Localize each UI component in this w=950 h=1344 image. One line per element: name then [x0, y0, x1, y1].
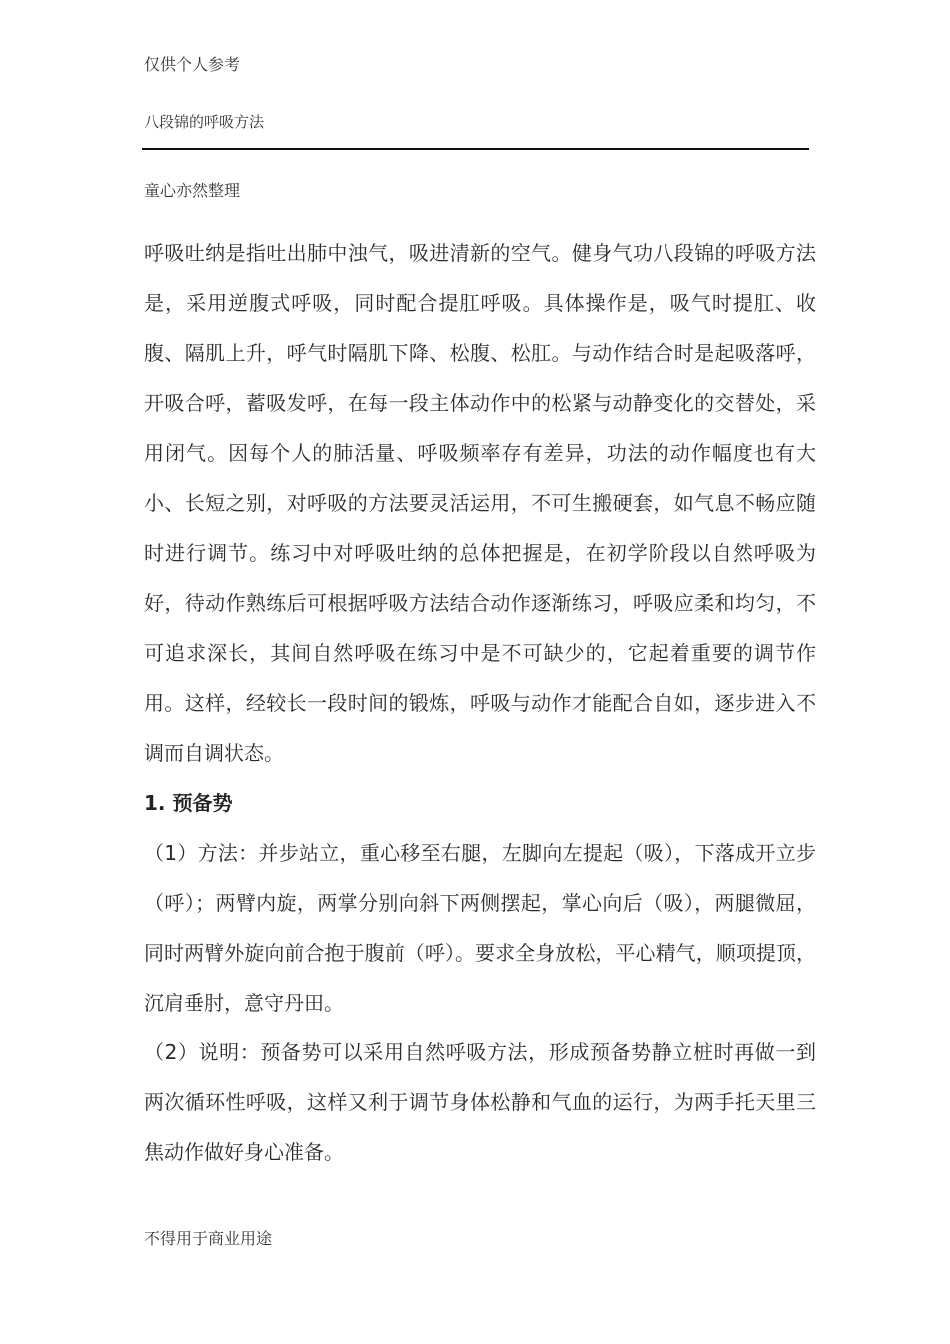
intro-paragraph: 呼吸吐纳是指吐出肺中浊气，吸进清新的空气。健身气功八段锦的呼吸方法是，采用逆腹式呼吸，同时配合提肛呼吸。具体操作是，吸气时提肛、收腹、隔肌上升，呼气时隔肌下降、松腹、松肛。与动作结合时是起吸落呼，开吸合呼，蓄吸发呼，在每一段主体动作中的松紧与动静变化的交替处，采用闭气。因每个人的肺活量、呼吸频率存有差异，功法的动作幅度也有大小、长短之别，对呼吸的方法要灵活运用，不可生搬硬套，如气息不畅应随时进行调节。练习中对呼吸吐纳的总体把握是，在初学阶段以自然呼吸为好，待动作熟练后可根据呼吸方法结合动作逐渐练习，呼吸应柔和均匀，不可追求深长，其间自然呼吸在练习中是不可缺少的，它起着重要的调节作用。这样，经较长一段时间的锻炼，呼吸与动作才能配合自如，逐步进入不调而自调状态。: [144, 241, 816, 765]
header-note: 仅供个人参考: [144, 55, 241, 74]
explanation-paragraph: （2）说明：预备势可以采用自然呼吸方法，形成预备势静立桩时再做一到两次循环性呼吸，这样又利于调节身体松静和气血的运行，为两手托天里三焦动作做好身心准备。: [144, 1040, 816, 1164]
method-paragraph: （1）方法：并步站立，重心移至右腿，左脚向左提起（吸），下落成开立步（呼）；两臂内旋，两掌分别向斜下两侧摆起，掌心向后（吸），两腿微屈，同时两臂外旋向前合抱于腹前（呼）。要求全身放松，平心精气，顺项提顶，沉肩垂肘，意守丹田。: [144, 841, 816, 1015]
author-line: 童心亦然整理: [144, 181, 241, 200]
footer-note: 不得用于商业用途: [144, 1229, 273, 1248]
section-heading: 1. 预备势: [144, 791, 233, 815]
document-title: 八段锦的呼吸方法: [144, 113, 265, 131]
header-divider: [142, 148, 809, 150]
